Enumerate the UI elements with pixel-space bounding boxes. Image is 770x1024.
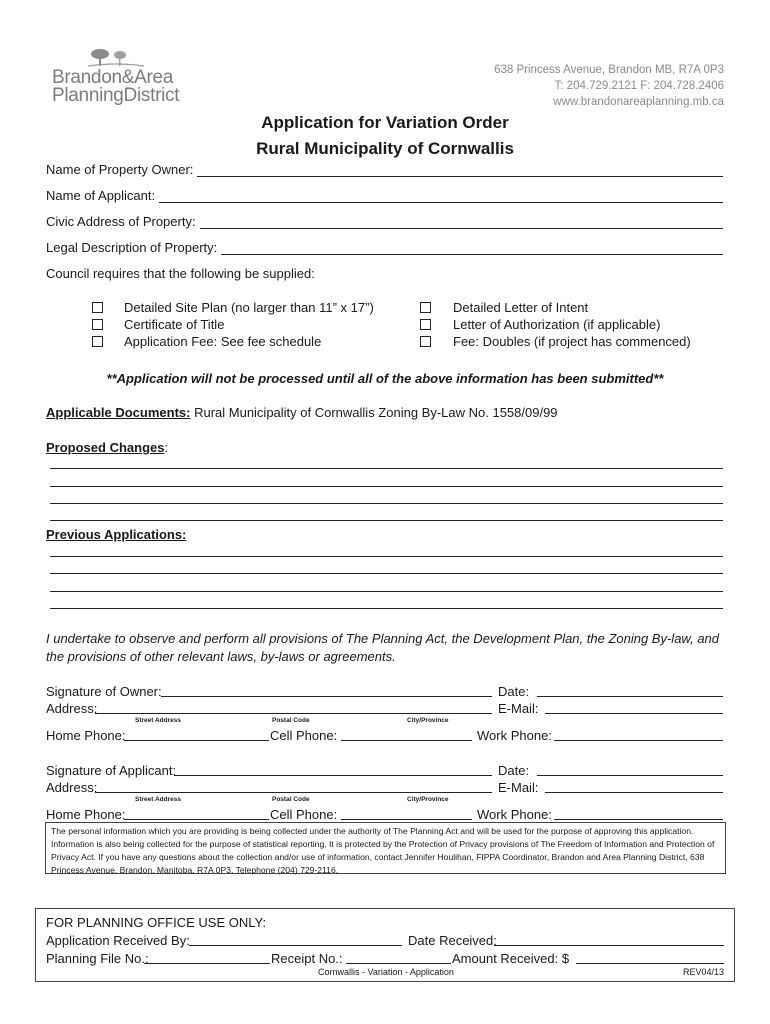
item-letter-of-authorization: Letter of Authorization (if applicable)	[453, 317, 661, 332]
owner-name-label: Name of Property Owner:	[46, 162, 194, 177]
owner-phone-row	[46, 726, 723, 743]
owner-date-label: Date:	[498, 684, 530, 699]
page-subtitle: Rural Municipality of Cornwallis	[256, 139, 514, 158]
received-by-label: Application Received By:	[46, 933, 190, 948]
logo-line1: Brandon&Area	[52, 67, 174, 88]
owner-email-field[interactable]	[545, 713, 723, 714]
owner-signature-label: Signature of Owner:	[46, 684, 162, 699]
applicant-name-field[interactable]	[46, 185, 723, 203]
contact-phone: T: 204.729.2121 F: 204.728.2406	[554, 80, 724, 92]
legal-description-field[interactable]	[46, 237, 723, 255]
owner-home-phone-field[interactable]	[124, 740, 269, 741]
applicant-address-row	[46, 778, 723, 795]
previous-applications-heading: Previous Applications:	[46, 527, 187, 542]
applicant-cell-phone-field[interactable]	[341, 819, 472, 820]
owner-name-field[interactable]	[46, 159, 723, 177]
legal-description-label: Legal Description of Property:	[46, 240, 218, 255]
proposed-changes-label: Proposed Changes	[46, 440, 165, 455]
owner-city-hint: City/Province	[407, 717, 449, 724]
office-heading-row	[46, 913, 724, 930]
owner-address-label: Address:	[46, 701, 98, 716]
applicant-work-phone-label: Work Phone:	[477, 807, 552, 822]
owner-work-phone-label: Work Phone:	[477, 728, 552, 743]
owner-date-field[interactable]	[537, 696, 723, 697]
applicant-home-phone-label: Home Phone:	[46, 807, 126, 822]
applicant-signature-label: Signature of Applicant:	[46, 763, 177, 778]
item-certificate-of-title: Certificate of Title	[124, 317, 225, 332]
checkbox-letter-of-intent[interactable]	[420, 302, 431, 313]
page-title: Application for Variation Order	[261, 113, 509, 132]
applicable-documents	[46, 405, 558, 420]
applicable-documents-value: Rural Municipality of Cornwallis Zoning By-Law No. 1558/09/99	[190, 405, 558, 420]
proposed-line-1[interactable]	[50, 468, 723, 469]
applicant-email-field[interactable]	[545, 792, 723, 793]
checkbox-application-fee[interactable]	[92, 336, 103, 347]
owner-postal-hint: Postal Code	[272, 717, 310, 724]
owner-email-label: E-Mail:	[498, 701, 539, 716]
applicant-cell-phone-label: Cell Phone:	[270, 807, 338, 822]
footer-form-name: Cornwallis - Variation - Application	[318, 967, 454, 977]
receipt-no-label: Receipt No.:	[271, 951, 343, 966]
logo-line2: PlanningDistrict	[52, 85, 180, 106]
checkbox-fee-doubles[interactable]	[420, 336, 431, 347]
previous-line-3[interactable]	[50, 591, 723, 592]
applicant-city-hint: City/Province	[407, 796, 449, 803]
contact-web: www.brandonareaplanning.mb.ca	[553, 96, 724, 108]
amount-received-field[interactable]	[576, 963, 724, 964]
proposed-line-3[interactable]	[50, 503, 723, 504]
previous-line-4[interactable]	[50, 608, 723, 609]
applicant-date-label: Date:	[498, 763, 530, 778]
contact-address: 638 Princess Avenue, Brandon MB, R7A 0P3	[494, 64, 724, 76]
owner-street-hint: Street Address	[135, 717, 181, 724]
checkbox-site-plan[interactable]	[92, 302, 103, 313]
item-application-fee: Application Fee: See fee schedule	[124, 334, 322, 349]
applicant-name-label: Name of Applicant:	[46, 188, 156, 203]
item-fee-doubles: Fee: Doubles (if project has commenced)	[453, 334, 691, 349]
privacy-notice: The personal information which you are providing is being collected under the authority of The Planning Act and will be used for the purpose of approving this application. Information is also being collected for the purpose of statistical reporting. It is protected by the Protection of Privacy provisions of The Freedom of Information and Protection of Privacy Act. If you have any questions about the collection and/or use of information, contact Jennifer Houlihan, FIPPA Coordinator, Brandon and Area Planning District, 638 Princess Avenue, Brandon, Manitoba, R7A 0P3, Telephone (204) 729-2116.	[45, 822, 726, 874]
proposed-changes-heading	[46, 440, 168, 455]
office-file-row	[46, 949, 724, 966]
undertaking-text: I undertake to observe and perform all provisions of The Planning Act, the Development Plan, the Zoning By-law, and the provisions of other relevant laws, by-laws or agreements.	[46, 631, 720, 664]
proposed-changes-colon: :	[164, 440, 169, 455]
owner-cell-phone-field[interactable]	[341, 740, 472, 741]
applicant-address-label: Address:	[46, 780, 98, 795]
file-no-label: Planning File No.:	[46, 951, 149, 966]
item-letter-of-intent: Detailed Letter of Intent	[453, 300, 589, 315]
previous-line-1[interactable]	[50, 556, 723, 557]
received-by-field[interactable]	[189, 945, 402, 946]
date-received-field[interactable]	[494, 945, 724, 946]
applicant-street-hint: Street Address	[135, 796, 181, 803]
office-received-row	[46, 931, 724, 948]
amount-received-label: Amount Received: $	[452, 951, 570, 966]
applicant-date-field[interactable]	[537, 775, 723, 776]
owner-address-field[interactable]	[95, 713, 492, 714]
civic-address-label: Civic Address of Property:	[46, 214, 196, 229]
applicant-work-phone-field[interactable]	[554, 819, 723, 820]
applicant-signature-row	[46, 761, 723, 778]
applicant-home-phone-field[interactable]	[124, 819, 269, 820]
applicant-postal-hint: Postal Code	[272, 796, 310, 803]
office-use-box	[35, 908, 735, 982]
warning-text: **Application will not be processed until all of the above information has been submitted**	[106, 371, 664, 386]
proposed-line-2[interactable]	[50, 486, 723, 487]
item-site-plan: Detailed Site Plan (no larger than 11” x 17”)	[124, 300, 374, 315]
previous-line-2[interactable]	[50, 573, 723, 574]
footer-revision: REV04/13	[682, 967, 724, 977]
owner-cell-phone-label: Cell Phone:	[270, 728, 338, 743]
owner-work-phone-field[interactable]	[554, 740, 723, 741]
checkbox-certificate-of-title[interactable]	[92, 319, 103, 330]
owner-signature-field[interactable]	[161, 696, 492, 697]
applicant-phone-row	[46, 805, 723, 822]
civic-address-field[interactable]	[46, 211, 723, 229]
applicant-signature-field[interactable]	[174, 775, 492, 776]
applicant-email-label: E-Mail:	[498, 780, 539, 795]
tree-icon	[86, 46, 146, 68]
owner-address-row	[46, 699, 723, 716]
applicant-address-field[interactable]	[95, 792, 492, 793]
council-text: Council requires that the following be supplied:	[46, 266, 315, 281]
checkbox-letter-of-authorization[interactable]	[420, 319, 431, 330]
owner-home-phone-label: Home Phone:	[46, 728, 126, 743]
owner-signature-row	[46, 682, 723, 699]
date-received-label: Date Received:	[408, 933, 497, 948]
proposed-line-4[interactable]	[50, 520, 723, 521]
file-no-field[interactable]	[144, 963, 270, 964]
office-heading: FOR PLANNING OFFICE USE ONLY:	[46, 915, 267, 930]
receipt-no-field[interactable]	[346, 963, 451, 964]
applicable-documents-label: Applicable Documents:	[46, 405, 191, 420]
